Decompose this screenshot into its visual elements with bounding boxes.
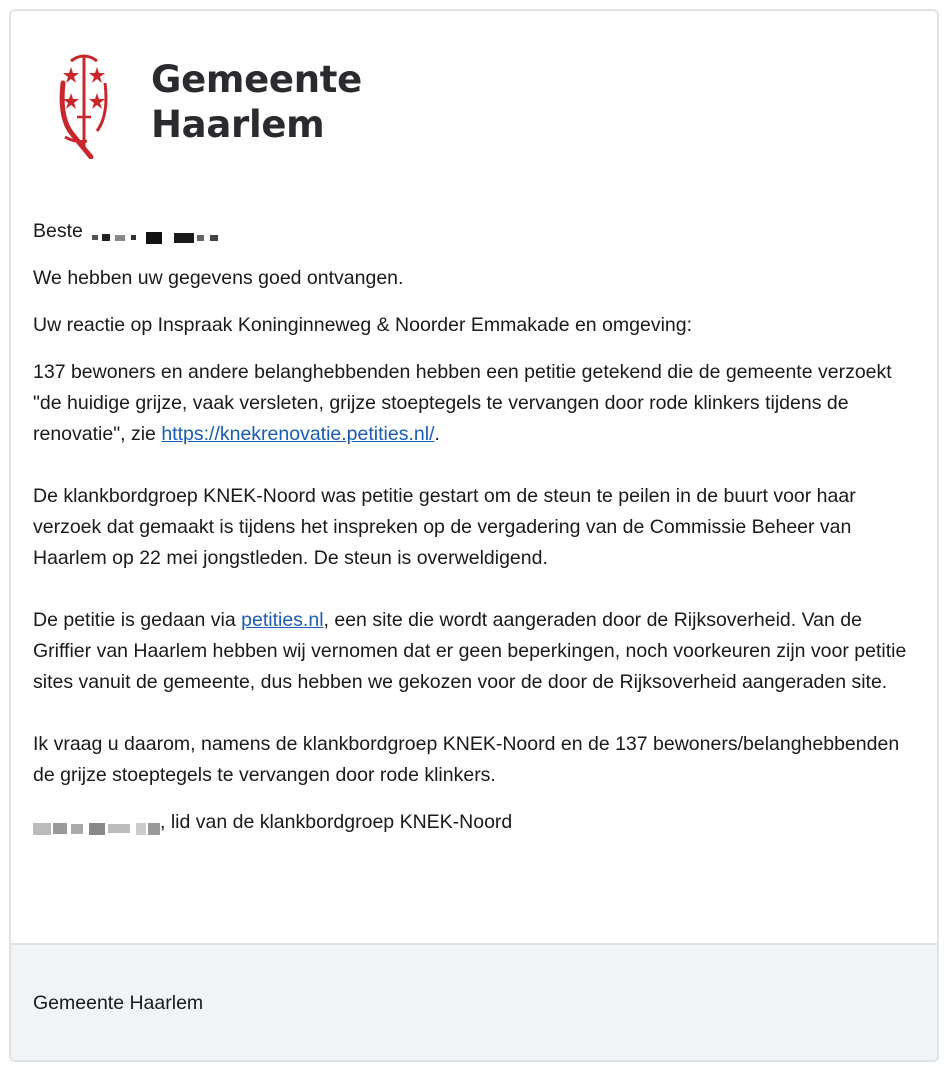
brand-name-line1: Gemeente — [151, 58, 362, 101]
brand-name — [151, 57, 362, 147]
petities-site-paragraph — [33, 605, 923, 698]
greeting-text: Beste — [33, 220, 83, 242]
haarlem-coat-of-arms-icon — [51, 49, 117, 159]
request-paragraph: Ik vraag u daarom, namens de klankbordgroep KNEK-Noord en de 137 bewoners/belanghebbenden de grijze stoeptegels te vervangen door rode klinkers. — [33, 733, 900, 786]
signature-suffix: , lid van de klankbordgroep KNEK-Noord — [160, 811, 513, 833]
petities-site-rest: , een site die wordt aangeraden door de Rijksoverheid. Van de Griffier van Haarlem hebben wij vernomen dat er geen beperkingen, noch voorkeuren zijn voor petitie sites vanuit de gemeente, dus hebben we gekozen voor de door de Rijksoverheid aangeraden site. — [33, 609, 907, 693]
footer-text: Gemeente Haarlem — [33, 992, 204, 1014]
header-logo — [51, 49, 362, 159]
petities-site-start: De petitie is gedaan via — [33, 609, 236, 631]
petities-link[interactable]: petities.nl — [241, 609, 324, 631]
redacted-recipient-name — [88, 222, 218, 238]
message-body — [33, 216, 923, 838]
petition-link[interactable]: https://knekrenovatie.petities.nl/ — [161, 423, 435, 445]
petition-paragraph-text: 137 bewoners en andere belanghebbenden hebben een petitie getekend die de gemeente verzoekt "de huidige grijze, vaak versleten, grijze stoeptegels te vervangen door rode klinkers tijdens de renovatie", zie — [33, 361, 892, 445]
signature-line — [33, 807, 923, 838]
reaction-line: Uw reactie op Inspraak Koninginneweg & Noorder Emmakade en omgeving: — [33, 314, 693, 336]
email-footer — [11, 943, 937, 1062]
brand-name-line2: Haarlem — [151, 103, 325, 146]
petition-paragraph — [33, 357, 923, 450]
petition-paragraph-end: . — [434, 423, 440, 445]
klankbordgroep-paragraph: De klankbordgroep KNEK-Noord was petitie gestart om de steun te peilen in de buurt voor haar verzoek dat gemaakt is tijdens het inspreken op de vergadering van de Commissie Beheer van Haarlem op 22 mei jongstleden. De steun is overweldigend. — [33, 485, 856, 569]
redacted-sender-name — [33, 813, 160, 829]
greeting-line — [33, 216, 923, 247]
email-card — [9, 9, 939, 1062]
received-line: We hebben uw gegevens goed ontvangen. — [33, 267, 404, 289]
